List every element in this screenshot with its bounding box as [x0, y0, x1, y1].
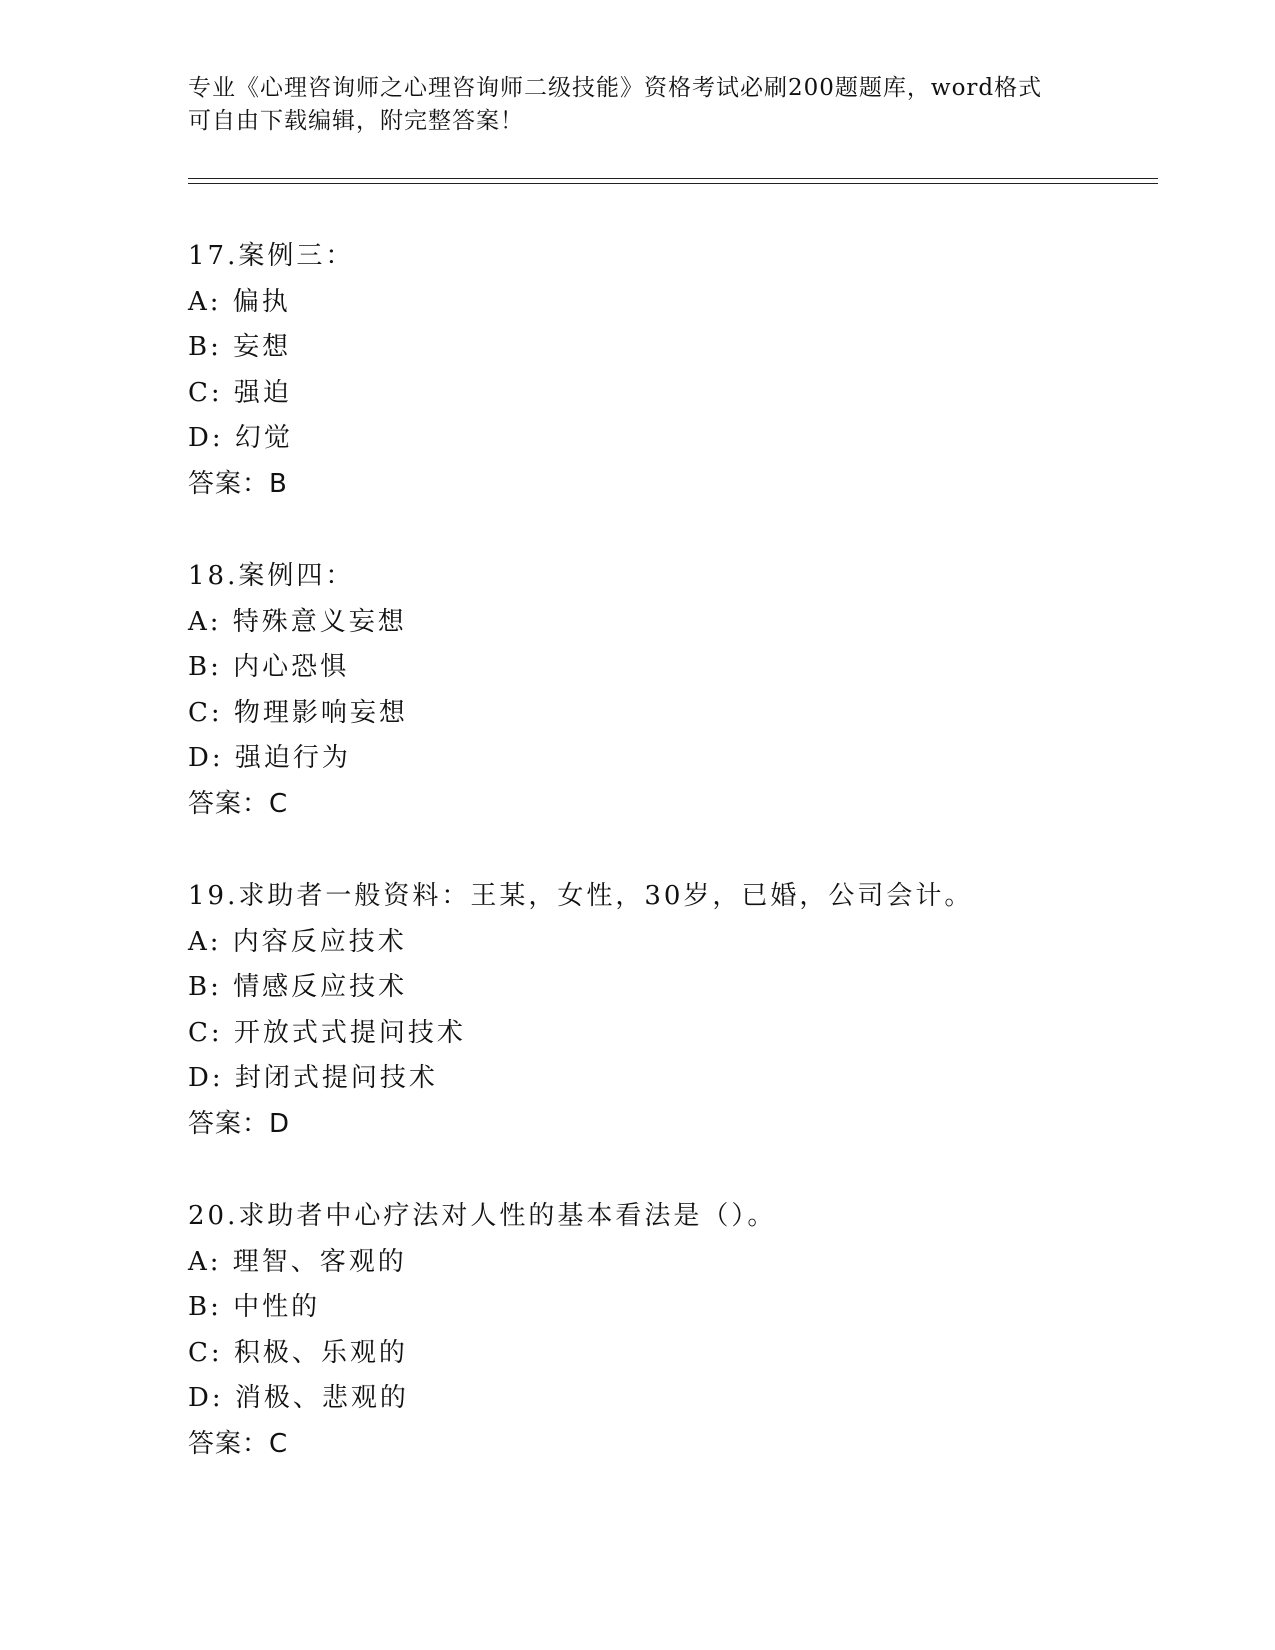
question-17 [188, 234, 1188, 508]
question-18 [188, 554, 1188, 828]
header-line-2: 可自由下载编辑，附完整答案！ [188, 108, 524, 134]
question-stem: 18.案例四： [188, 561, 355, 591]
option-a: A: 特殊意义妄想 [188, 606, 407, 637]
header-divider-top [188, 178, 1158, 179]
question-19 [188, 874, 1188, 1148]
header-divider-bottom [188, 183, 1158, 184]
option-d: D: 强迫行为 [188, 743, 351, 774]
option-d: D: 消极、悲观的 [188, 1383, 409, 1414]
option-d: D: 封闭式提问技术 [188, 1063, 438, 1094]
option-d: D: 幻觉 [188, 423, 293, 454]
answer-line: 答案：D [188, 1108, 291, 1139]
option-a: A: 偏执 [188, 286, 291, 317]
option-b: B: 内心恐惧 [188, 652, 350, 683]
question-20 [188, 1194, 1188, 1468]
question-stem: 20.求助者中心疗法对人性的基本看法是（）。 [188, 1201, 777, 1231]
question-stem: 19.求助者一般资料：王某，女性，30岁，已婚，公司会计。 [188, 881, 974, 911]
option-c: C: 开放式式提问技术 [188, 1017, 466, 1048]
option-b: B: 情感反应技术 [188, 972, 408, 1003]
option-c: C: 强迫 [188, 377, 292, 408]
header-line-1: 专业《心理咨询师之心理咨询师二级技能》资格考试必刷200题题库，word格式 [188, 75, 1043, 101]
option-a: A: 内容反应技术 [188, 926, 407, 957]
document-header [188, 72, 1068, 138]
option-b: B: 妄想 [188, 332, 292, 363]
question-stem: 17.案例三： [188, 241, 355, 271]
answer-line: 答案：B [188, 468, 288, 499]
answer-line: 答案：C [188, 788, 289, 819]
option-a: A: 理智、客观的 [188, 1246, 407, 1277]
option-c: C: 物理影响妄想 [188, 697, 408, 728]
answer-line: 答案：C [188, 1428, 289, 1459]
option-b: B: 中性的 [188, 1292, 321, 1323]
option-c: C: 积极、乐观的 [188, 1337, 408, 1368]
